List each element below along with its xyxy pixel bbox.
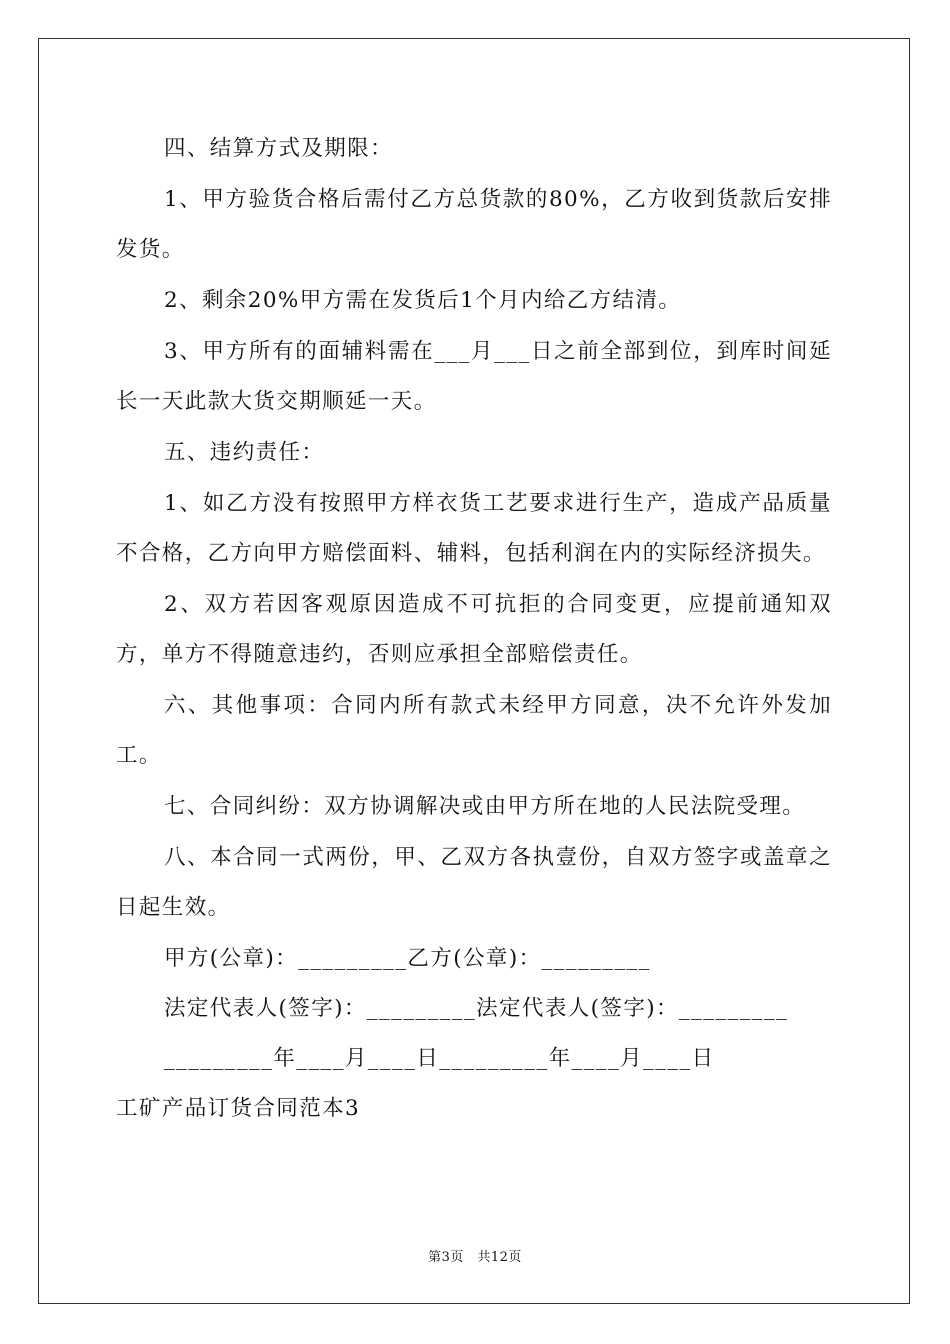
signature-date-line: _________年____月____日_________年____月____日	[164, 1046, 715, 1071]
paragraph-copies: 八、本合同一式两份，甲、乙双方各执壹份，自双方签字或盖章之日起生效。	[116, 845, 832, 920]
paragraph-disputes: 七、合同纠纷：双方协调解决或由甲方所在地的人民法院受理。	[164, 794, 806, 819]
paragraph-settlement-3: 3、甲方所有的面辅料需在___月___日之前全部到位，到库时间延长一天此款大货交期顺延一天。	[116, 339, 832, 414]
section-heading-settlement: 四、结算方式及期限：	[164, 136, 394, 161]
next-contract-heading: 工矿产品订货合同范本3	[116, 1096, 361, 1121]
paragraph-liability-2: 2、双方若因客观原因造成不可抗拒的合同变更，应提前通知双方，单方不得随意违约，否则应承担全部赔偿责任。	[116, 592, 832, 667]
signature-seal-line: 甲方(公章)：_________乙方(公章)：_________	[164, 946, 651, 971]
paragraph-liability-1: 1、如乙方没有按照甲方样衣货工艺要求进行生产，造成产品质量不合格，乙方向甲方赔偿面料、辅料，包括利润在内的实际经济损失。	[116, 491, 832, 566]
signature-representative-line: 法定代表人(签字)：_________法定代表人(签字)：_________	[164, 996, 789, 1021]
paragraph-settlement-2: 2、剩余20%甲方需在发货后1个月内给乙方结清。	[164, 288, 682, 313]
section-heading-liability: 五、违约责任：	[164, 440, 325, 465]
paragraph-settlement-1: 1、甲方验货合格后需付乙方总货款的80%，乙方收到货款后安排发货。	[116, 187, 832, 262]
paragraph-other-matters: 六、其他事项：合同内所有款式未经甲方同意，决不允许外发加工。	[116, 693, 832, 768]
document-body	[116, 124, 832, 1135]
page-number-footer: 第3页 共12页	[428, 1250, 522, 1265]
